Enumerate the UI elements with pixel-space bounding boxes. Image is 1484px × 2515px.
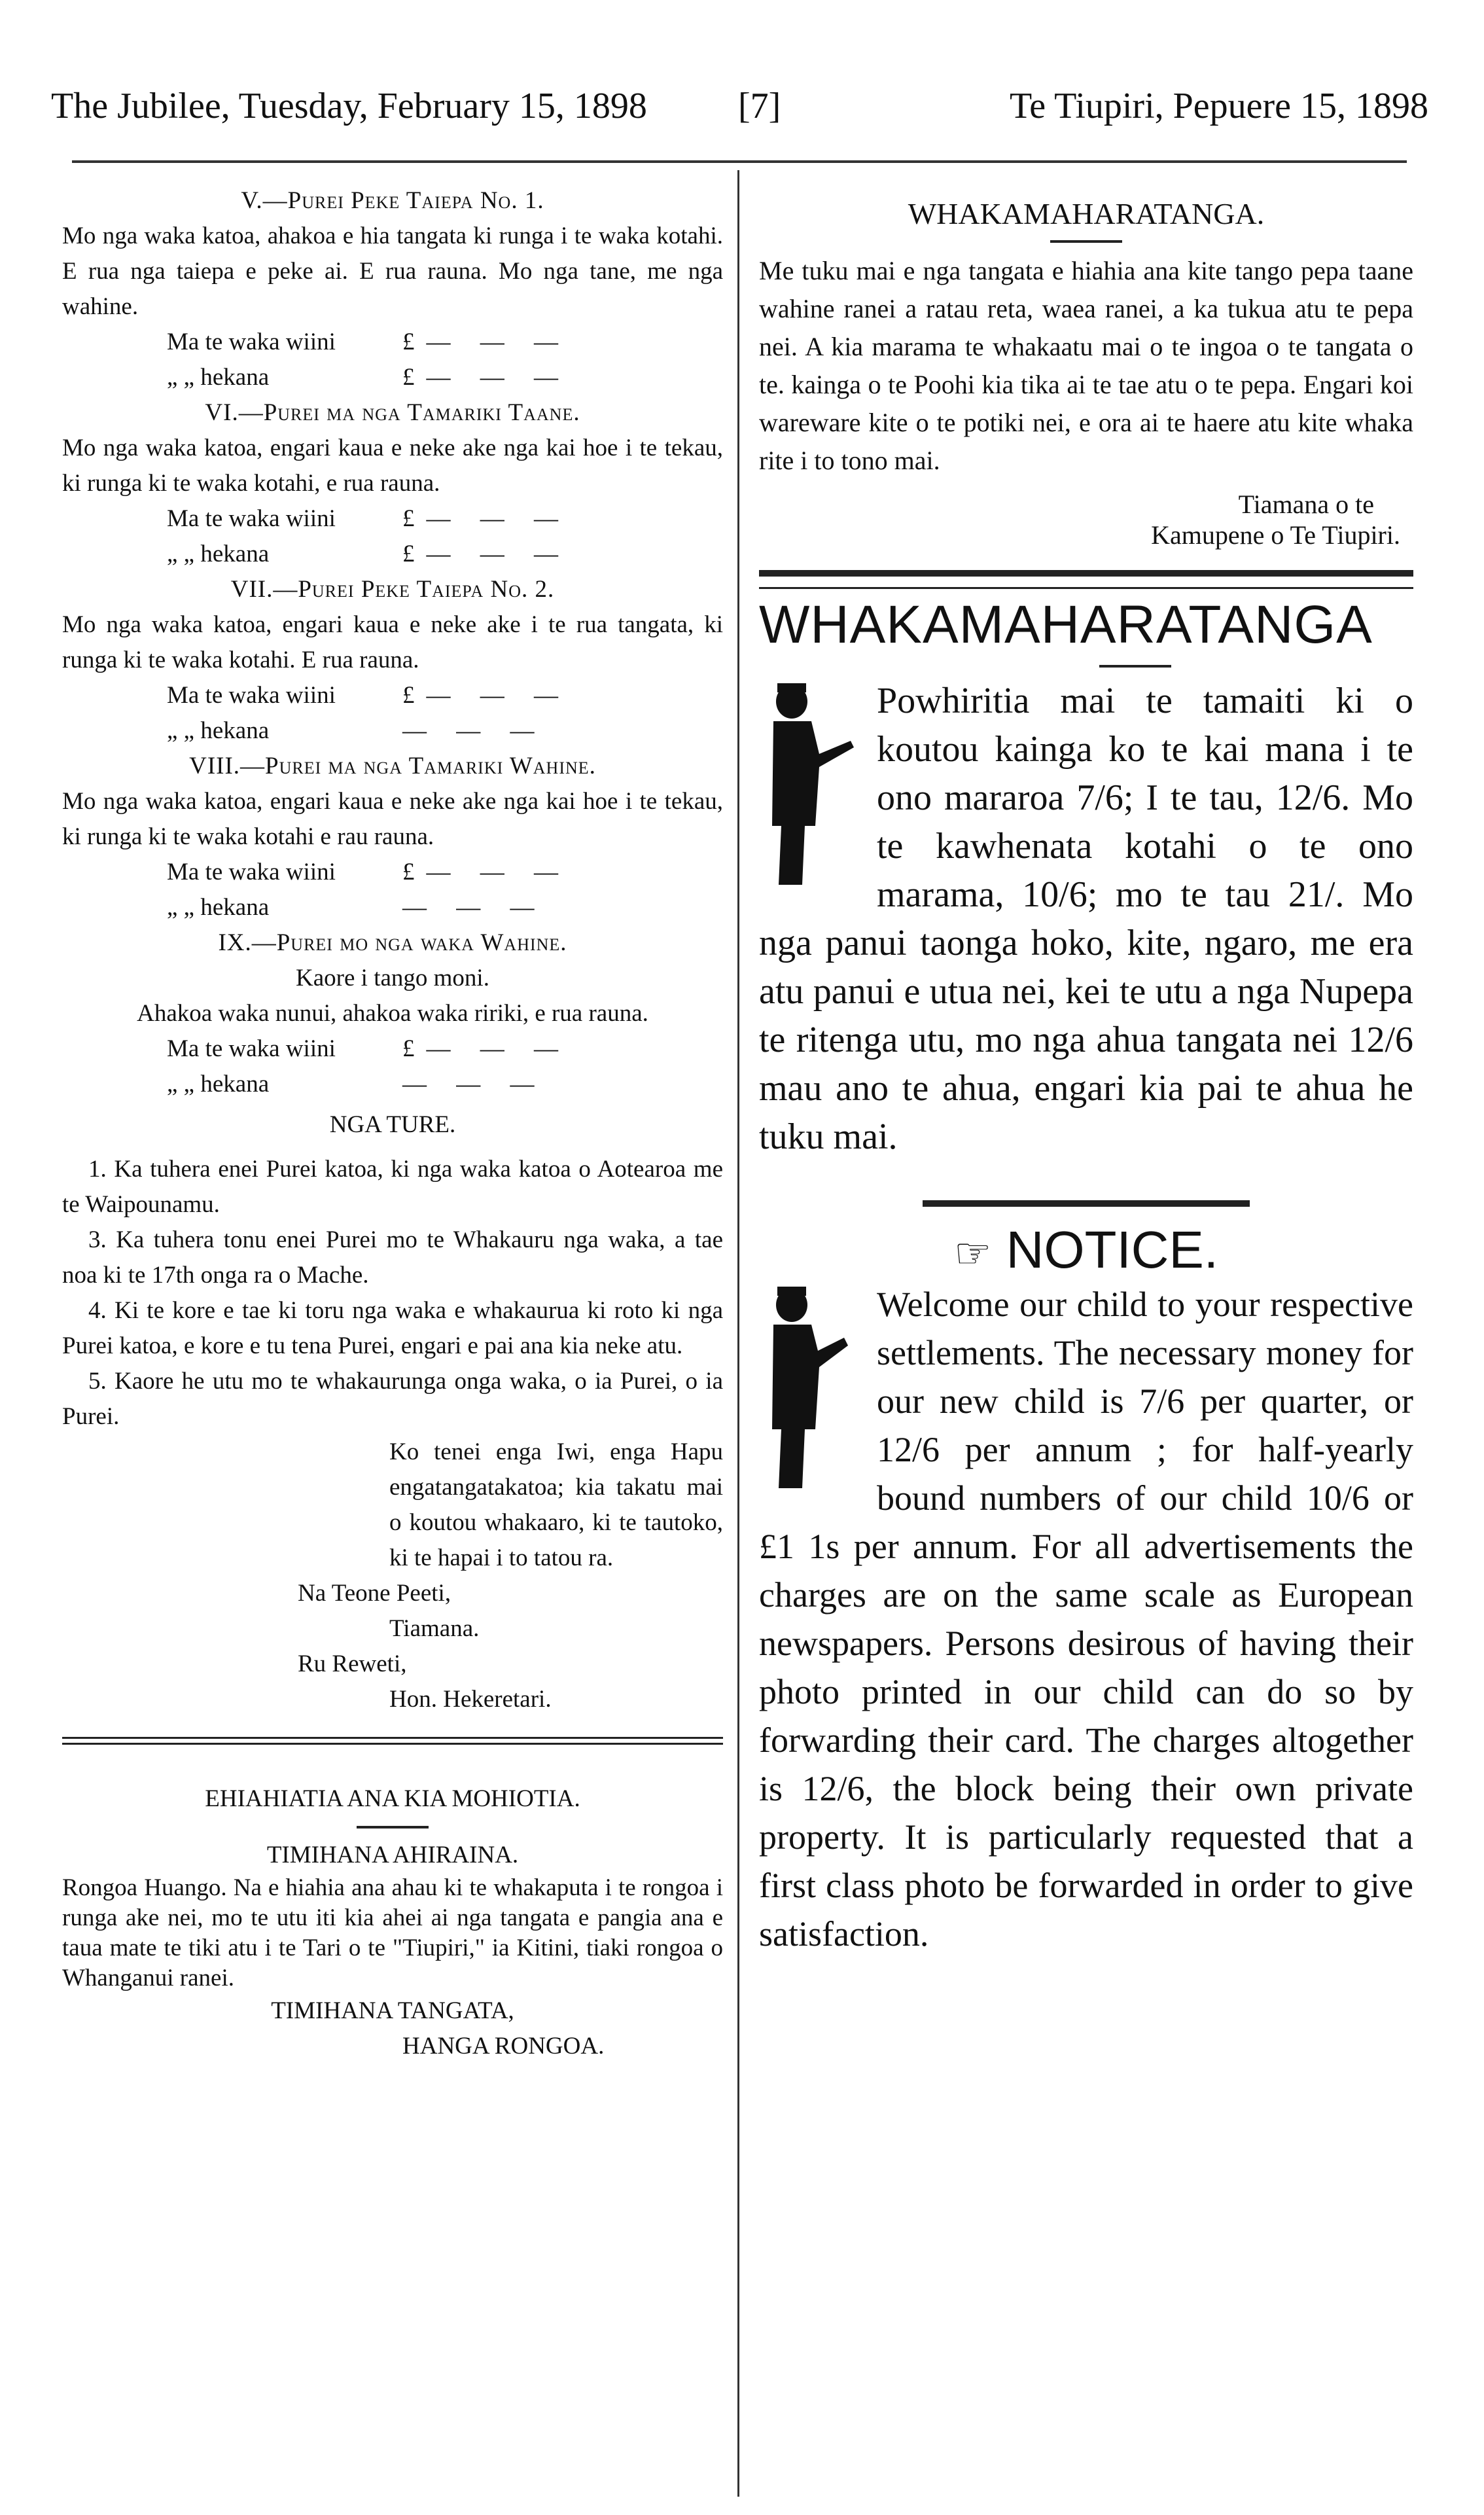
- header-left: The Jubilee, Tuesday, February 15, 1898: [51, 86, 647, 126]
- section-body: Ahakoa waka nunui, ahakoa waka ririki, e rua rauna.: [137, 1000, 648, 1027]
- signature-name: Ru Reweti,: [298, 1650, 407, 1677]
- notice-body: Me tuku mai e nga tangata e hiahia ana kite tango pepa taane wahine ranei a ratau reta, waea ranei, a ka tukua atu te pepa nei. A kia marama te whakaatu mai o te ingoa o te tangata o te. kainga o te Poohi kia tika ai te tae atu o te pepa. Engari koi wareware kite o te potiki nei, e ora ai te haere atu kite whaka rite i to tono mai.: [759, 256, 1413, 475]
- column-rule: [737, 170, 739, 2497]
- notice-signature: Tiamana o te: [1238, 490, 1374, 519]
- divider: [923, 1200, 1250, 1207]
- header-rule: [72, 160, 1407, 163]
- prize-row: Ma te waka wiini £— — —: [167, 329, 570, 355]
- ad-body: Powhiritia mai te tamaiti ki o koutou kainga ko te kai mana i te ono mararoa 7/6; I te tau, 12/6. Mo te kawhenata kotahi o te ono marama, 10/6; mo te tau 21/. Mo nga panui taonga hoko, kite, ngaro, me era atu panui e utua nei, kei te utu a nga Nupepa te ritenga utu, mo nga ahua tangata nei 12/6 mau ano te ahua, engari kia pai te ahua he tuku mai.: [759, 681, 1413, 1157]
- notice-english-body: Welcome our child to your respective settlements. The necessary money for our new child is 7/6 per quarter, or 12/6 per annum ; for half-yearly bound numbers of our child 10/6 or £1 1s per annum. For all advertisements the charges are on the same scale as European newspapers. Persons desirous of having their photo printed in our child can do so by forwarding their card. The charges altogether is 12/6, the block being their own private property. It is particularly requested that a first class photo be forwarded in order to give satisfaction.: [759, 1285, 1413, 1953]
- section-title: VII.—Purei Peke Taiepa No. 2.: [230, 576, 555, 603]
- divider: [62, 1737, 723, 1739]
- rule-item: 3. Ka tuhera tonu enei Purei mo te Whakauru nga waka, a tae noa ki te 17th onga ra o Mache.: [62, 1226, 723, 1289]
- ad-body: Rongoa Huango. Na e hiahia ana ahau ki te whakaputa i te rongoa i runga ake nei, mo te utu iti kia ahei ai nga tangata e pangia ana e taua mate te tiki atu i te Tari o te "Tiupiri," ia Kitini, tiaki rongoa o Whanganui ranei.: [62, 1874, 723, 1991]
- rule-item: 5. Kaore he utu mo te whakaurunga onga waka, o ia Purei, o ia Purei.: [62, 1368, 723, 1430]
- signature-role: Hon. Hekeretari.: [389, 1686, 552, 1713]
- header-right: Te Tiupiri, Pepuere 15, 1898: [1009, 86, 1428, 126]
- gentleman-figure: [759, 682, 857, 891]
- ad-signature: TIMIHANA TANGATA,: [271, 1997, 514, 2024]
- ad-heading: WHAKAMAHARATANGA: [759, 595, 1373, 654]
- ad-subtitle: TIMIHANA AHIRAINA.: [266, 1842, 519, 1868]
- divider: [62, 1743, 723, 1745]
- notice-signature: Kamupene o Te Tiupiri.: [1151, 520, 1400, 550]
- prize-row: „ „ hekana £— — —: [167, 364, 570, 391]
- divider: [759, 587, 1413, 589]
- ad-title: EHIAHIATIA ANA KIA MOHIOTIA.: [205, 1785, 580, 1812]
- prize-row: Ma te waka wiini £— — —: [167, 1035, 570, 1062]
- section-title: IX.—Purei mo nga waka Wahine.: [218, 929, 567, 956]
- gentleman-figure: [759, 1285, 857, 1495]
- section-body: Mo nga waka katoa, engari kaua e neke ake nga kai hoe i te tekau, ki runga ki te waka kotahi e rau rauna.: [62, 788, 723, 850]
- prize-row: „ „ hekana — — —: [167, 1071, 546, 1097]
- ad-signature: HANGA RONGOA.: [402, 2033, 605, 2060]
- section-body: Mo nga waka katoa, engari kaua e neke ake nga kai hoe i te tekau, ki runga ki te waka kotahi, e rua rauna.: [62, 435, 723, 497]
- short-divider: [1050, 240, 1122, 243]
- page-header: [51, 85, 1428, 144]
- section-subtitle: Kaore i tango moni.: [296, 965, 489, 991]
- closing-text: Ko tenei enga Iwi, enga Hapu engatangatakatoa; kia takatu mai o koutou whakaaro, ki te tautoko, ki te hapai i to tatou ra.: [389, 1438, 723, 1571]
- prize-row: Ma te waka wiini £— — —: [167, 505, 570, 532]
- prize-row: Ma te waka wiini £— — —: [167, 682, 570, 709]
- rules-title: NGA TURE.: [329, 1111, 456, 1138]
- section-title: VIII.—Purei ma nga Tamariki Wahine.: [189, 753, 596, 779]
- signature-role: Tiamana.: [389, 1615, 480, 1642]
- short-divider: [357, 1826, 429, 1828]
- short-divider: [1099, 665, 1171, 668]
- prize-row: Ma te waka wiini £— — —: [167, 859, 570, 885]
- rule-item: 4. Ki te kore e tae ki toru nga waka e whakaurua ki roto ki nga Purei katoa, e kore e tu tena Purei, engari e pai ana kia neke atu.: [62, 1297, 723, 1359]
- section-title: VI.—Purei ma nga Tamariki Taane.: [205, 399, 580, 426]
- section-title: V.—Purei Peke Taiepa No. 1.: [241, 187, 544, 214]
- page-number: [7]: [738, 86, 781, 126]
- notice-heading: ☞ NOTICE.: [953, 1221, 1219, 1279]
- notice-title: WHAKAMAHARATANGA.: [908, 197, 1265, 230]
- prize-row: „ „ hekana — — —: [167, 894, 546, 921]
- divider: [759, 570, 1413, 577]
- section-body: Mo nga waka katoa, engari kaua e neke ake i te rua tangata, ki runga ki te waka kotahi. E rua rauna.: [62, 611, 723, 673]
- pointing-hand-icon: ☞: [953, 1230, 992, 1277]
- signature-name: Na Teone Peeti,: [298, 1580, 451, 1607]
- prize-row: „ „ hekana — — —: [167, 717, 546, 744]
- right-column: [759, 183, 1413, 1958]
- prize-row: „ „ hekana £— — —: [167, 541, 570, 567]
- rule-item: 1. Ka tuhera enei Purei katoa, ki nga waka katoa o Aotearoa me te Waipounamu.: [62, 1156, 723, 1218]
- section-body: Mo nga waka katoa, ahakoa e hia tangata ki runga i te waka kotahi. E rua nga taiepa e peke ai. E rua rauna. Mo nga tane, me nga wahine.: [62, 223, 723, 320]
- left-column: [62, 183, 723, 2064]
